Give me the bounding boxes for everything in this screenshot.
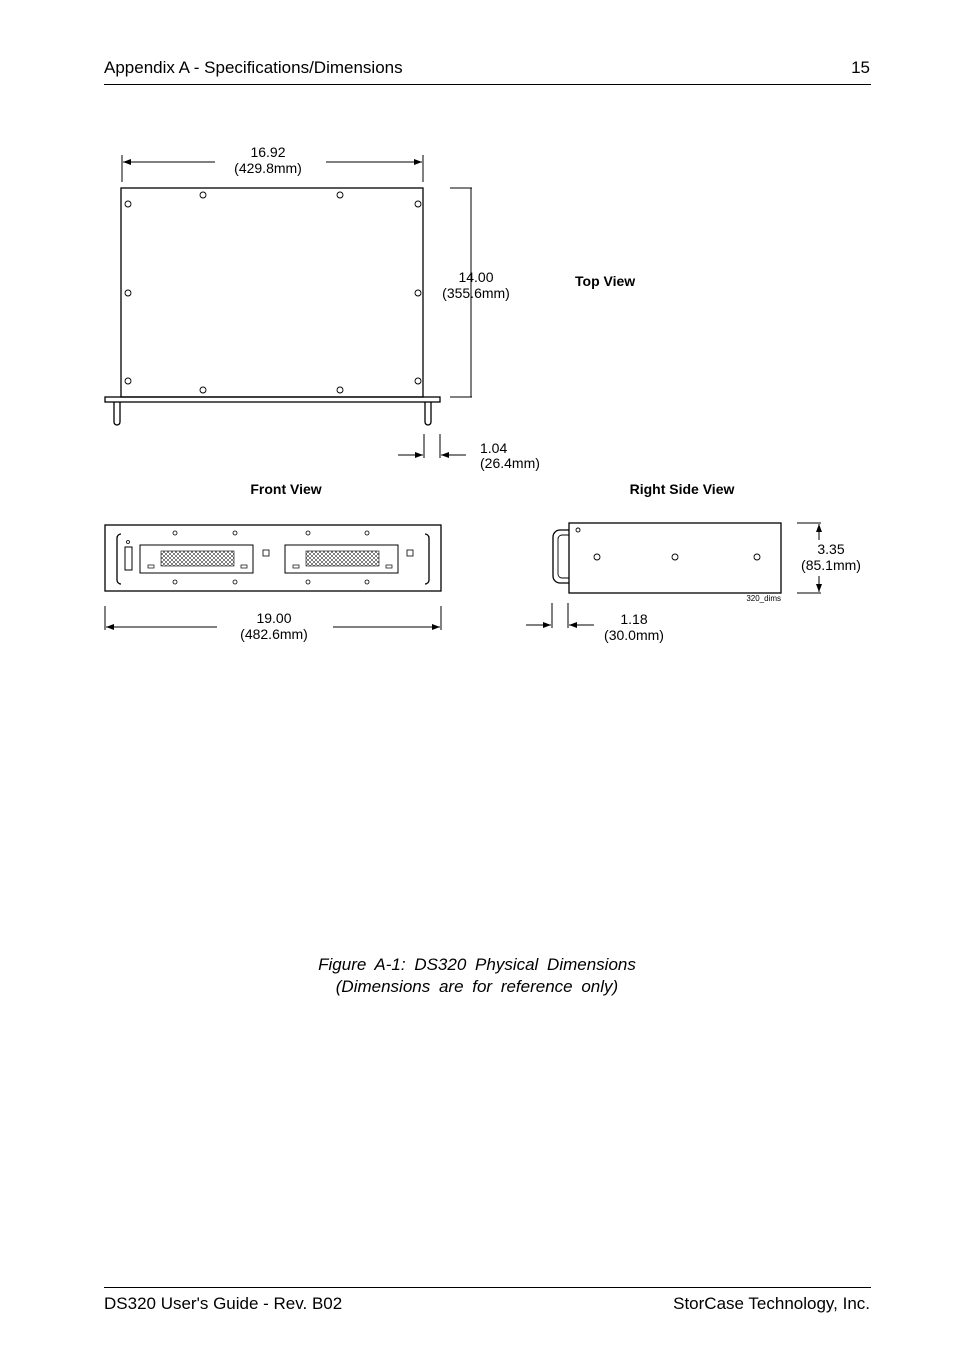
top-width-inches: 16.92 [250,144,286,160]
side-view-chassis [569,523,781,593]
handle-inches: 1.18 [620,611,648,627]
side-screw-holes [576,528,760,560]
front-power-switch [125,547,132,570]
top-view-label: Top View [575,273,636,289]
footer-rule [104,1287,871,1288]
drive-bay-1-vent [161,551,234,566]
drawing-id: 320_dims [746,594,781,603]
side-handle-inner [558,535,569,578]
front-width-mm: (482.6mm) [240,626,308,642]
top-view-chassis [121,188,423,397]
drive-bay-2-vent [306,551,379,566]
top-width-mm: (429.8mm) [234,160,302,176]
right-side-view-label: Right Side View [629,481,735,497]
top-view-front-flange [105,397,440,402]
top-view [105,188,440,425]
page-header-title: Appendix A - Specifications/Dimensions [104,58,403,77]
handle-dimension-lines [526,603,594,628]
front-view [105,525,441,591]
front-handle-right [425,534,429,584]
top-depth-mm: (355.6mm) [442,285,510,301]
figure-caption-line1: Figure A-1: DS320 Physical Dimensions [318,955,636,974]
figure-caption-line2: (Dimensions are for reference only) [335,977,619,996]
flange-dimension-lines [398,434,466,458]
top-depth-inches: 14.00 [458,269,494,285]
footer-company: StorCase Technology, Inc. [673,1294,870,1313]
footer-guide-title: DS320 User's Guide - Rev. B02 [104,1294,343,1313]
top-view-handle-right [425,402,431,425]
flange-inches: 1.04 [480,440,508,456]
drive-bay-2-lock-icon [407,550,413,556]
front-view-label: Front View [250,481,322,497]
top-view-screw-holes [125,192,421,393]
front-view-panel [105,525,441,591]
page-number: 15 [851,58,870,77]
front-led-icon [127,541,130,544]
side-height-inches: 3.35 [817,541,845,557]
front-handle-left [117,534,121,584]
handle-mm: (30.0mm) [604,627,664,643]
flange-mm: (26.4mm) [480,455,540,471]
top-view-handle-left [114,402,120,425]
side-height-mm: (85.1mm) [801,557,861,573]
side-handle-outer [553,530,569,583]
front-width-inches: 19.00 [256,610,292,626]
right-side-view [553,523,781,593]
drive-bay-1-lock-icon [263,550,269,556]
